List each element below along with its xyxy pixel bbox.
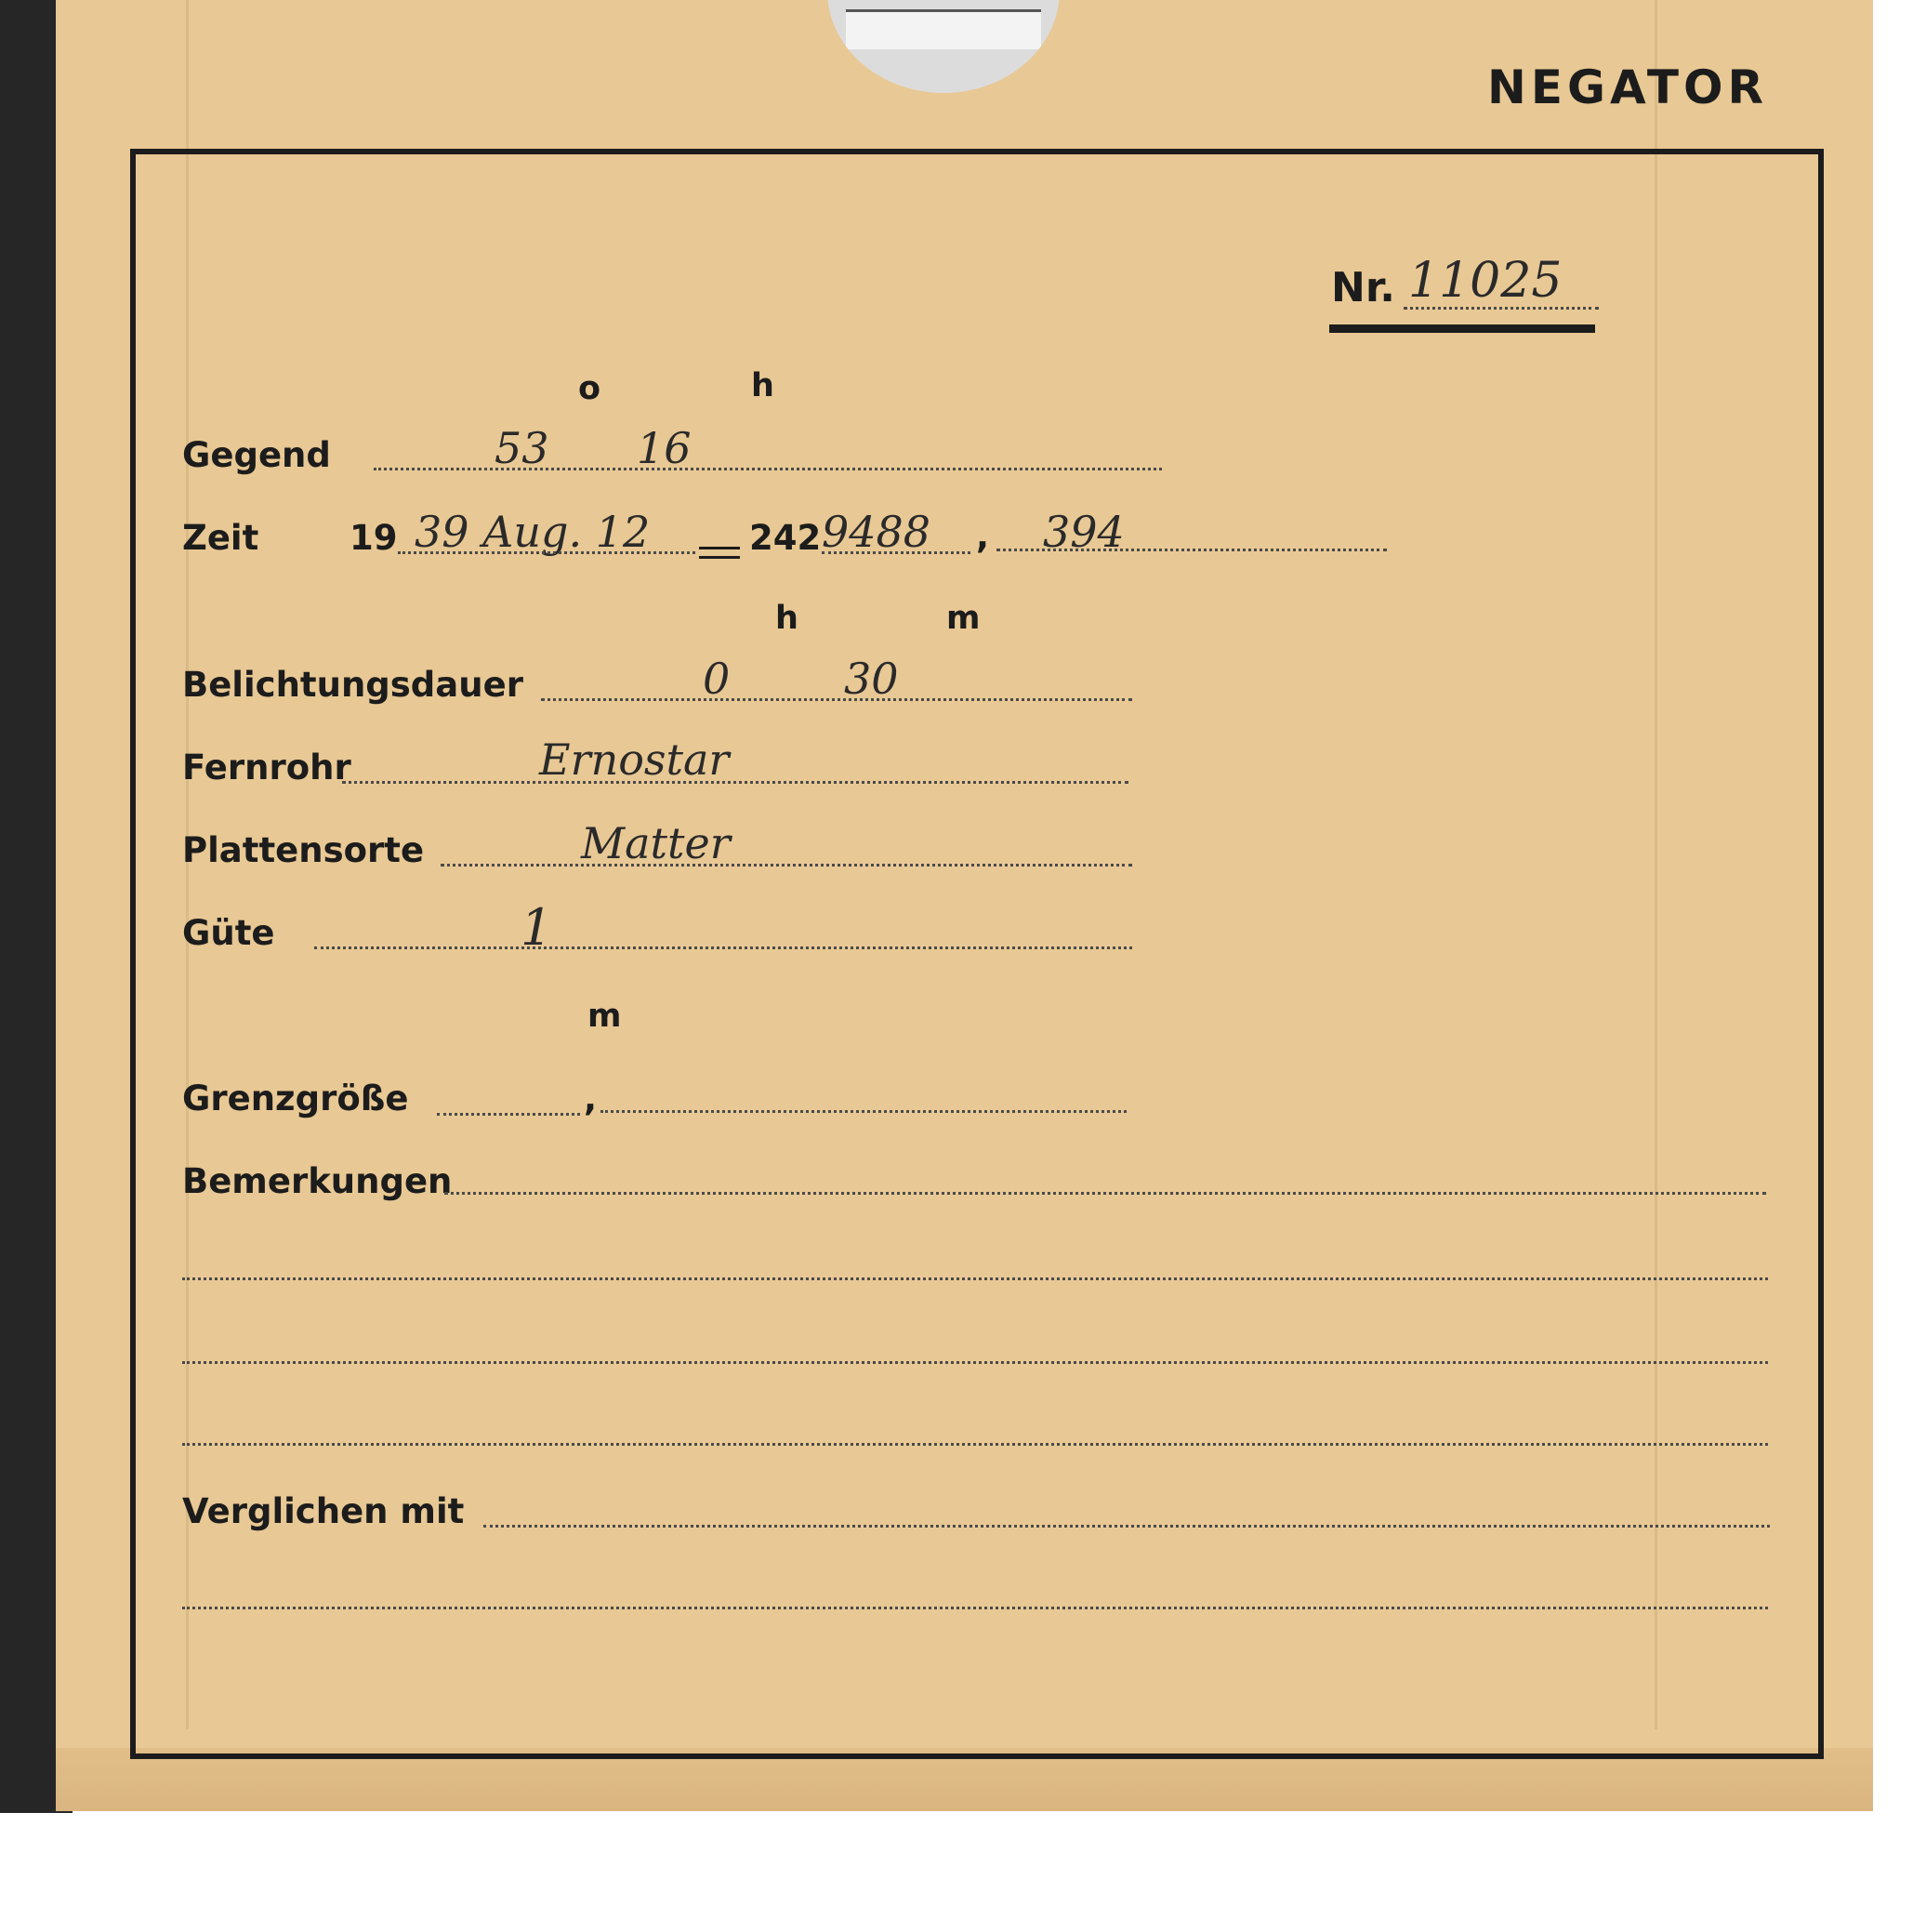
plattensorte-dotted-line [441, 864, 1132, 867]
fernrohr-value: Ernostar [539, 734, 730, 785]
fernrohr-label: Fernrohr [182, 748, 351, 787]
gegend-value-1: 53 [495, 423, 549, 473]
verglichen-mit-label: Verglichen mit [182, 1491, 465, 1531]
zeit-jd-value: 9488 [822, 507, 931, 557]
zeit-date-dotted-line [398, 551, 695, 554]
gegend-unit-h: h [751, 367, 774, 404]
grenzgroesse-label: Grenzgröße [182, 1078, 409, 1118]
zeit-jd-dotted-line [822, 551, 970, 554]
number-label: Nr. [1331, 264, 1395, 311]
grenzgroesse-dotted-line-2 [600, 1110, 1127, 1113]
belichtungsdauer-hours: 0 [703, 654, 731, 704]
zeit-date-value: 39 Aug. 12 [415, 507, 651, 557]
gegend-label: Gegend [182, 435, 331, 475]
guete-dotted-line [314, 946, 1132, 949]
belichtungsdauer-dotted-line [541, 698, 1132, 701]
zeit-fraction: 394 [1043, 507, 1125, 557]
bemerkungen-dotted-line-4 [182, 1443, 1768, 1446]
belichtungsdauer-minutes: 30 [844, 654, 899, 704]
gegend-unit-deg: o [578, 370, 601, 407]
bemerkungen-dotted-line-2 [182, 1277, 1768, 1280]
belichtung-unit-m: m [946, 600, 981, 637]
gegend-dotted-line [374, 468, 1162, 470]
zeit-jd-prefix: 242 [749, 518, 822, 558]
bemerkungen-dotted-line-3 [182, 1361, 1768, 1364]
guete-label: Güte [182, 913, 275, 953]
gegend-value-2: 16 [637, 423, 692, 473]
grenzgroesse-comma: , [584, 1078, 598, 1118]
zeit-fraction-dotted-line [996, 549, 1387, 551]
bemerkungen-label: Bemerkungen [182, 1161, 453, 1201]
number-dotted-line [1404, 307, 1599, 310]
zeit-label: Zeit [182, 518, 259, 558]
grenzgroesse-unit-m: m [587, 998, 622, 1035]
plattensorte-value: Matter [581, 818, 731, 868]
guete-value: 1 [521, 898, 553, 957]
brand-title: NEGATOR [1487, 60, 1768, 114]
notch-plate-edge [846, 9, 1041, 49]
verglichen-mit-dotted-line-1 [483, 1525, 1770, 1528]
plattensorte-label: Plattensorte [182, 830, 425, 870]
fernrohr-dotted-line [342, 781, 1128, 784]
verglichen-mit-dotted-line-2 [182, 1607, 1768, 1609]
belichtung-unit-h: h [775, 600, 798, 637]
zeit-equals-top [699, 547, 740, 549]
zeit-year-prefix: 19 [350, 518, 398, 558]
number-value: 11025 [1408, 253, 1563, 309]
belichtungsdauer-label: Belichtungsdauer [182, 665, 523, 705]
zeit-comma: , [976, 516, 990, 556]
zeit-equals-bottom [699, 556, 740, 559]
grenzgroesse-dotted-line-1 [437, 1113, 580, 1116]
bemerkungen-dotted-line-1 [444, 1192, 1766, 1195]
number-underline [1329, 324, 1595, 333]
